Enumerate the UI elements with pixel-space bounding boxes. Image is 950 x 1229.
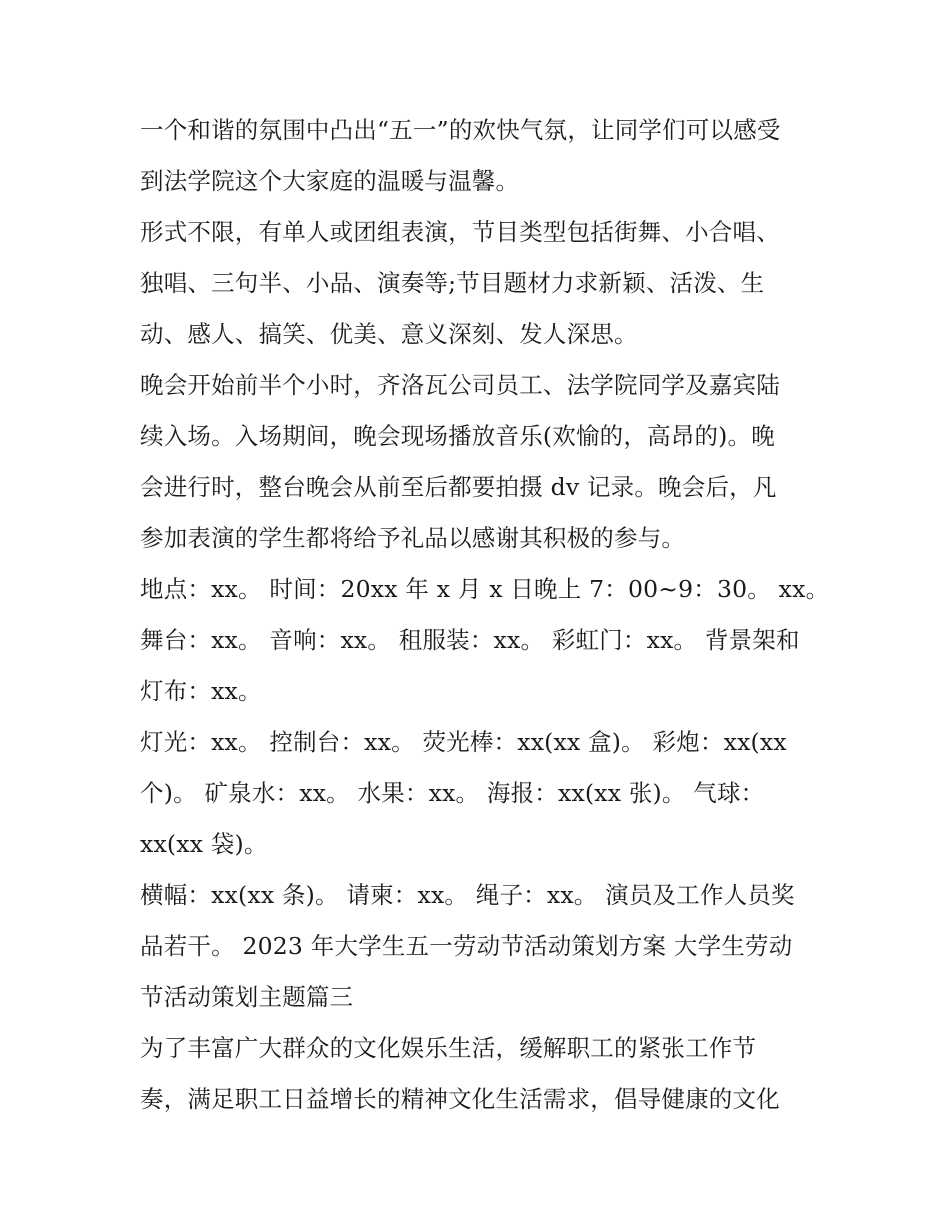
paragraph-3: [140, 360, 815, 564]
paragraph-4: [140, 564, 830, 717]
text-line: 一个和谐的氛围中凸出“五一”的欢快气氛，让同学们可以感受: [140, 116, 781, 144]
text-line: 横幅：xx(xx 条)。 请柬：xx。 绳子：xx。 演员及工作人员奖: [140, 881, 795, 909]
text-line: 独唱、三句半、小品、演奏等;节目题材力求新颖、活泼、生: [140, 269, 765, 297]
document-body: [140, 105, 830, 1125]
text-line: 地点：xx。 时间：20xx 年 x 月 x 日晚上 7：00~9：30。 xx。: [140, 575, 830, 603]
text-line: 晚会开始前半个小时，齐洛瓦公司员工、法学院同学及嘉宾陆: [140, 371, 780, 399]
text-line: 续入场。入场期间，晚会现场播放音乐(欢愉的，高昂的)。晚: [140, 422, 775, 450]
text-line: 会进行时，整台晚会从前至后都要拍摄 dv 记录。晚会后，凡: [140, 473, 777, 501]
text-line: 个)。 矿泉水：xx。 水果：xx。 海报：xx(xx 张)。 气球：: [140, 779, 765, 807]
paragraph-1: [140, 105, 815, 207]
text-line: 奏，满足职工日益增长的精神文化生活需求，倡导健康的文化: [140, 1085, 780, 1113]
paragraph-6: [140, 870, 815, 1023]
text-line: 灯光：xx。 控制台：xx。 荧光棒：xx(xx 盒)。 彩炮：xx(xx: [140, 728, 787, 756]
paragraph-7: [140, 1023, 815, 1125]
text-line: 灯布：xx。: [140, 677, 262, 705]
text-line: 品若干。 2023 年大学生五一劳动节活动策划方案 大学生劳动: [140, 932, 793, 960]
text-line: 到法学院这个大家庭的温暖与温馨。: [140, 167, 520, 195]
text-line: xx(xx 袋)。: [140, 830, 268, 858]
paragraph-2: [140, 207, 815, 360]
text-line: 舞台：xx。 音响：xx。 租服装：xx。 彩虹门：xx。 背景架和: [140, 626, 800, 654]
text-line: 为了丰富广大群众的文化娱乐生活，缓解职工的紧张工作节: [140, 1034, 757, 1062]
text-line: 动、感人、搞笑、优美、意义深刻、发人深思。: [140, 320, 638, 348]
text-line: 节活动策划主题篇三: [140, 983, 354, 1011]
text-line: 参加表演的学生都将给予礼品以感谢其积极的参与。: [140, 524, 686, 552]
paragraph-5: [140, 717, 815, 870]
text-line: 形式不限，有单人或团组表演，节目类型包括街舞、小合唱、: [140, 218, 780, 246]
